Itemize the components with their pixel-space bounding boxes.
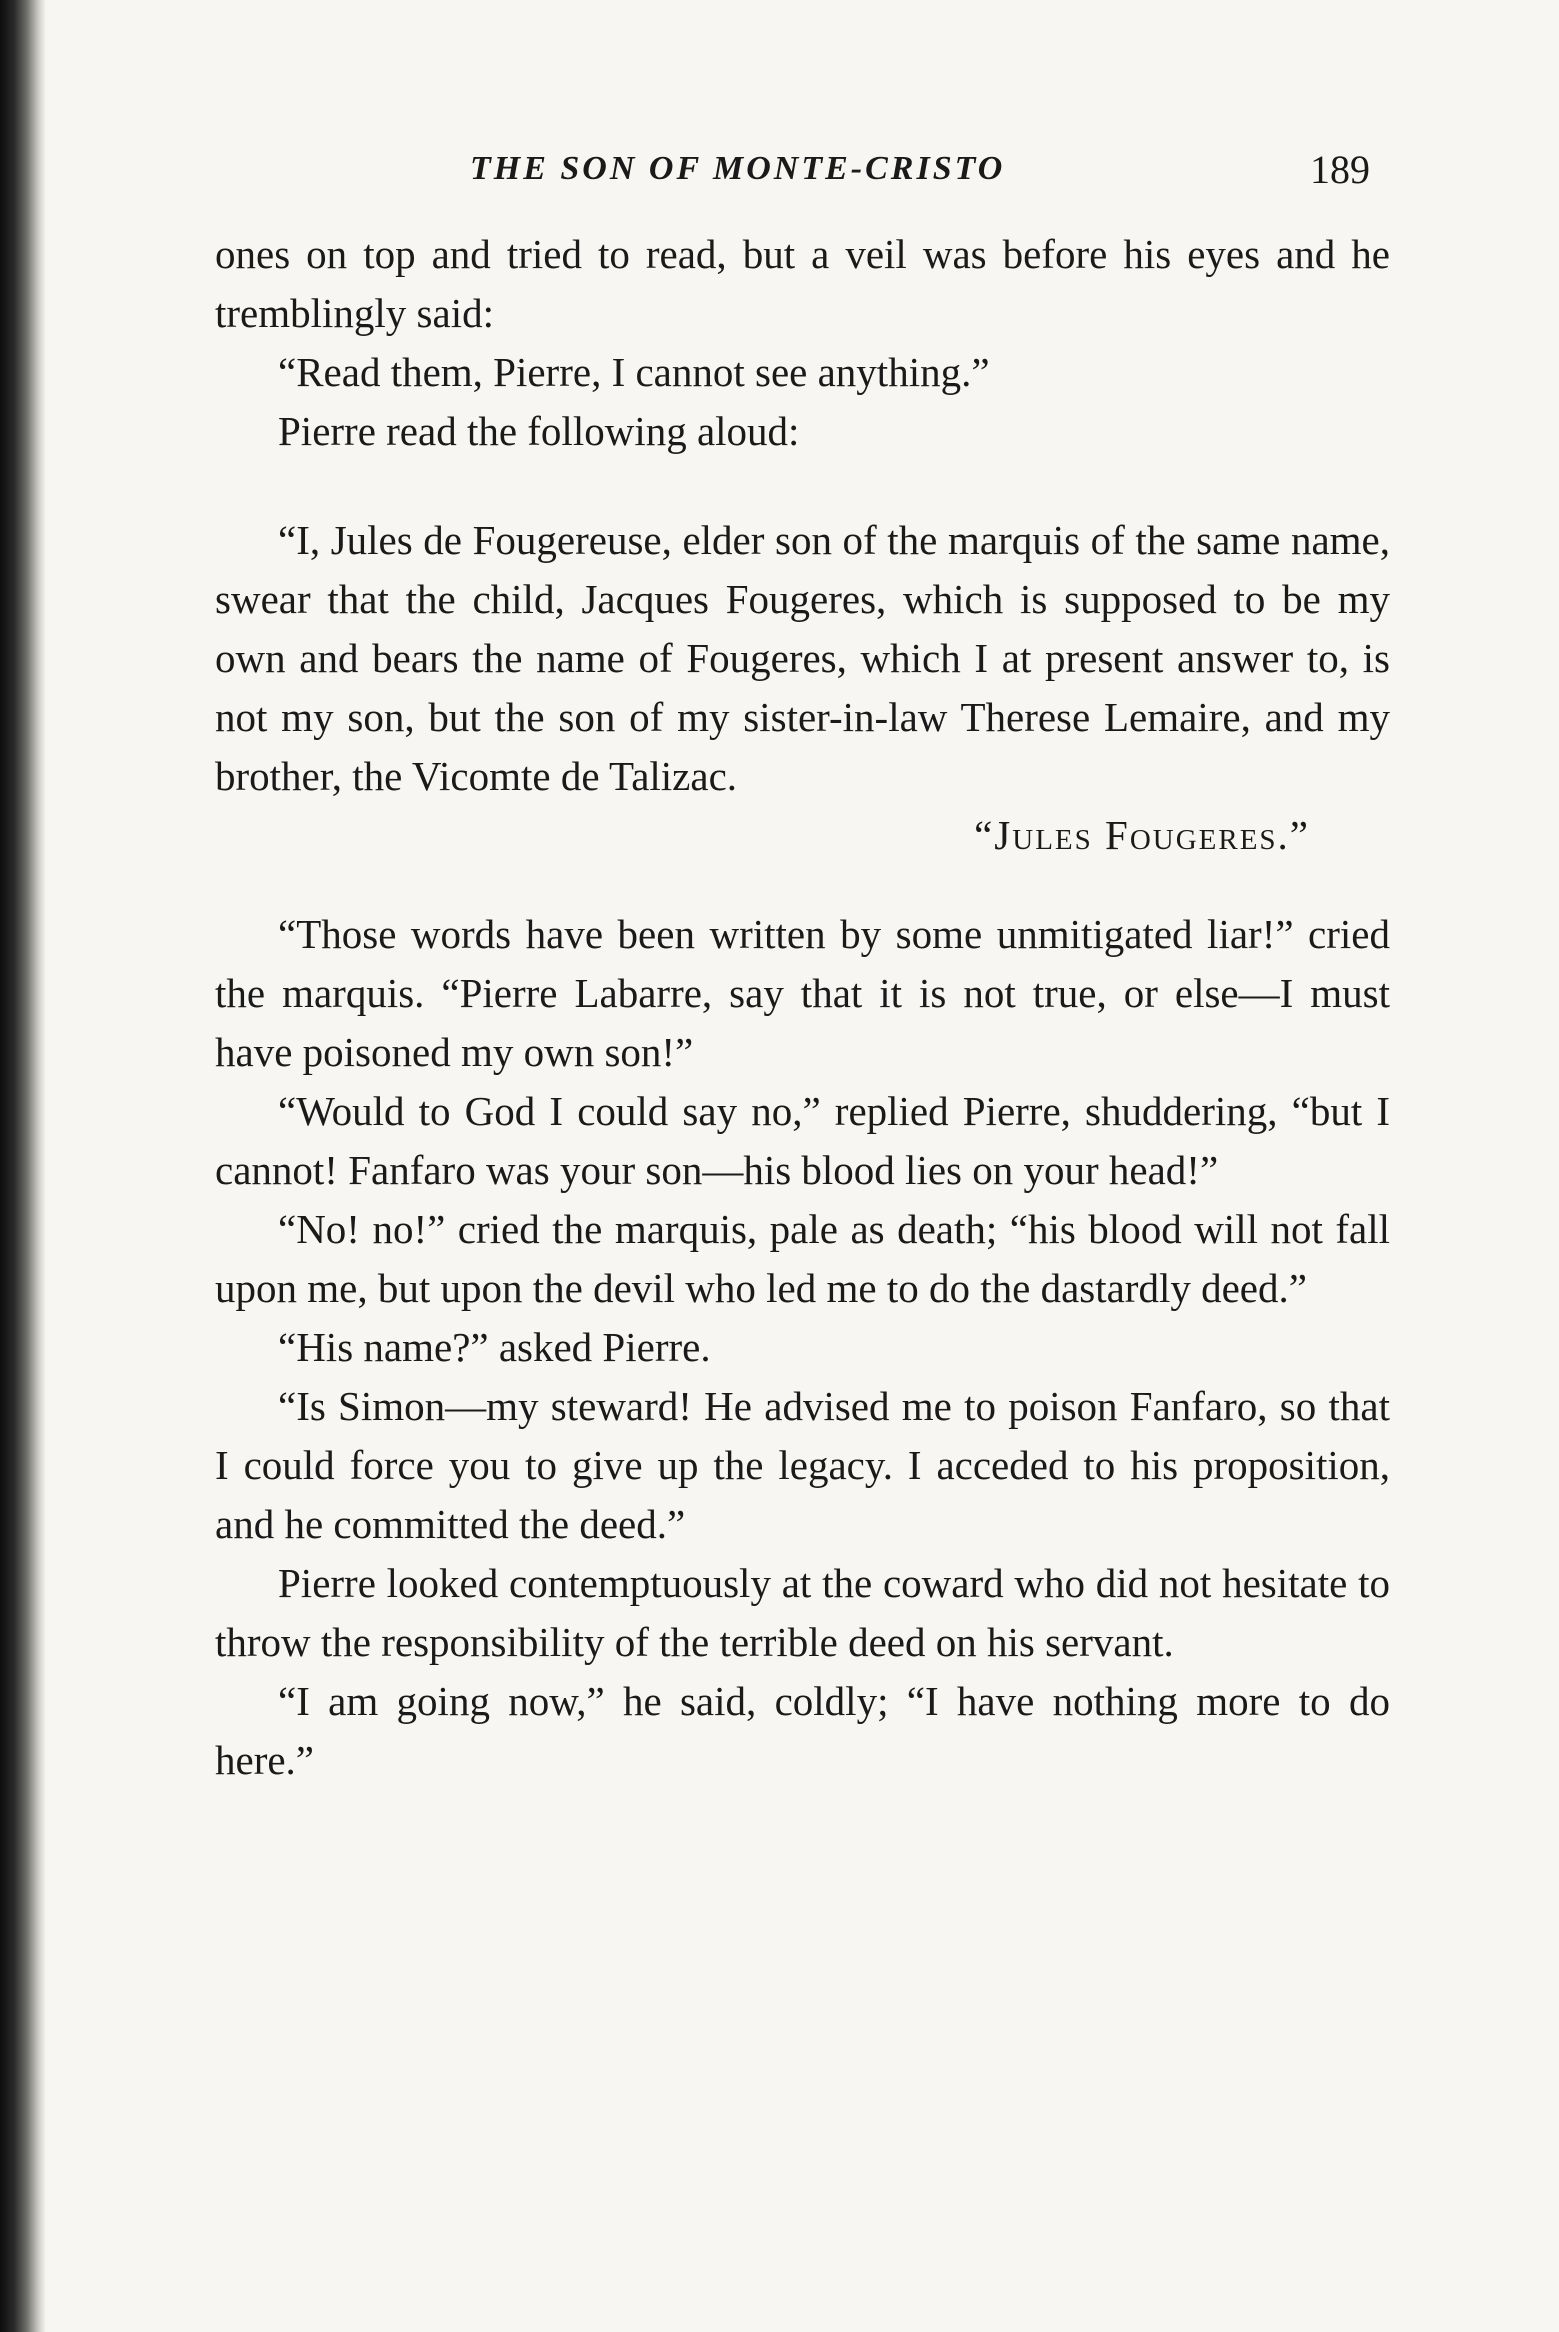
paragraph: “Would to God I could say no,” replied Pierre, shuddering, “but I cannot! Fanfaro was your son—his blood lies on your head!” [215, 1088, 1390, 1193]
paragraph: Pierre read the following aloud: [278, 408, 800, 454]
page-number: 189 [1310, 147, 1370, 192]
paragraph: “I am going now,” he said, coldly; “I have nothing more to do here.” [215, 1678, 1390, 1783]
paragraph: “His name?” asked Pierre. [278, 1324, 711, 1370]
paragraph: “No! no!” cried the marquis, pale as death; “his blood will not fall upon me, but upon the devil who led me to do the dastardly deed.” [215, 1206, 1390, 1311]
paragraph: “Those words have been written by some unmitigated liar!” cried the marquis. “Pierre Labarre, say that it is not true, or else—I must have poisoned my own son!” [215, 911, 1390, 1075]
spacer [215, 461, 1390, 511]
spacer [215, 865, 1390, 905]
paragraph: “Read them, Pierre, I cannot see anything.” [278, 349, 990, 395]
running-head [0, 147, 1559, 210]
letter-signature: “Jules Fougeres.” [974, 812, 1310, 858]
running-head-title: THE SON OF MONTE-CRISTO [470, 150, 1006, 187]
body-text [215, 225, 1390, 1790]
letter-text: “I, Jules de Fougereuse, elder son of the marquis of the same name, swear that the child, Jacques Fougeres, which is supposed to be my own and bears the name of Fougeres, which I at present answer to, is not my son, but the son of my sister-in-law Therese Lemaire, and my brother, the Vicomte de Talizac. [215, 517, 1390, 799]
paragraph: “Is Simon—my steward! He advised me to poison Fanfaro, so that I could force you to give up the legacy. I acceded to his proposition, and he committed the deed.” [215, 1383, 1390, 1547]
paragraph: Pierre looked contemptuously at the coward who did not hesitate to throw the responsibility of the terrible deed on his servant. [215, 1560, 1390, 1665]
paragraph-continuation: ones on top and tried to read, but a veil was before his eyes and he tremblingly said: [215, 231, 1390, 336]
